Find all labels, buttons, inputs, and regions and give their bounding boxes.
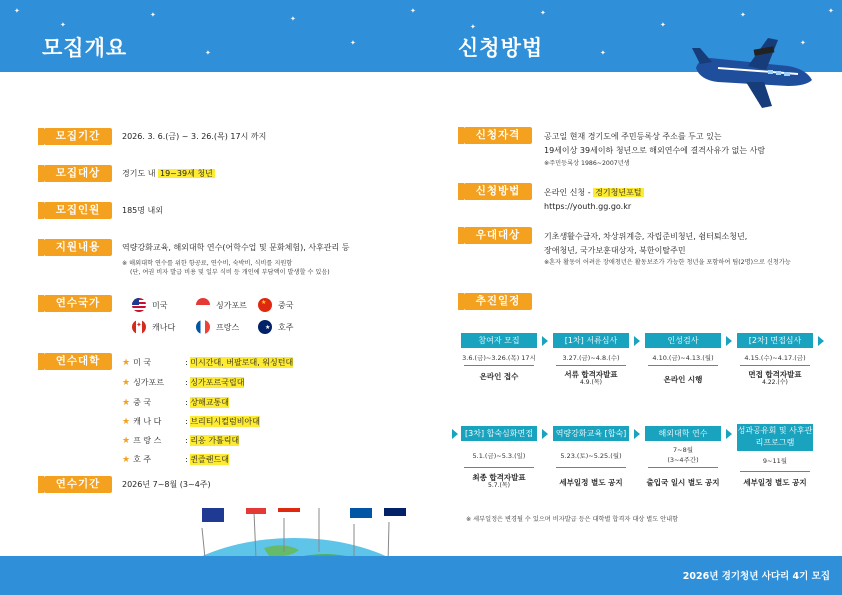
singapore-flag-icon <box>196 298 210 312</box>
divider <box>556 467 626 468</box>
university-row: ★ 미 국 : 미시간대, 버팔로대, 워싱턴대 <box>122 357 294 368</box>
star-icon: ✦ <box>290 15 296 23</box>
country-name: 중국 <box>278 300 294 310</box>
country-china <box>258 298 293 312</box>
country-singapore <box>196 298 247 312</box>
schedule-date-6: 5.23.(토)~5.25.(월) <box>560 452 622 460</box>
university-row: ★ 호 주 : 퀸즐랜드대 <box>122 454 229 465</box>
result-sub: 4.9.(목) <box>580 379 602 387</box>
divider <box>464 365 534 366</box>
result-text: 최종 합격자발표 <box>472 473 526 482</box>
china-flag-icon <box>278 508 300 512</box>
schedule-step-1: 참여자 모집 <box>461 333 537 348</box>
university-name: 싱가포르국립대 <box>190 378 245 387</box>
schedule-step-3: 인성검사 <box>645 333 721 348</box>
university-row: ★ 프 랑 스 : 리옹 가톨릭대 <box>122 435 240 446</box>
country-name: 싱가포르 <box>216 300 247 310</box>
schedule-date-8: 9~11월 <box>762 457 788 465</box>
schedule-date-2: 3.27.(금)~4.8.(수) <box>562 354 620 362</box>
schedule-note: ※ 세부일정은 변경될 수 있으며 비자발급 등은 대학별 합격자 대상 별도 안내함 <box>466 516 679 523</box>
result-text: 서류 합격자발표 <box>564 370 618 379</box>
duration-text: 2026년 7~8월 (3~4주) <box>122 480 211 489</box>
star-icon: ✦ <box>14 7 20 15</box>
arrow-right-icon <box>726 429 732 439</box>
star-icon: ✦ <box>150 11 156 19</box>
method-url-link[interactable]: https://youth.gg.go.kr <box>544 202 632 211</box>
schedule-date-1: 3.6.(금)~3.26.(목) 17시 <box>462 354 536 362</box>
label-period: 모집기간 <box>44 128 112 145</box>
star-icon: ✦ <box>205 49 211 57</box>
result-text: 면접 합격자발표 <box>748 370 802 379</box>
label-preference: 우대대상 <box>464 227 532 244</box>
country-canada <box>132 320 175 334</box>
airplane-icon <box>688 36 818 112</box>
schedule-result-4 <box>732 370 818 387</box>
divider <box>648 467 718 468</box>
country-name: 미국 <box>152 300 168 310</box>
arrow-right-icon <box>542 336 548 346</box>
star-icon: ★ <box>122 454 131 465</box>
support-note-2: (단, 여권 비자 발급 비용 및 일부 식비 등 개인에 부담액이 발생할 수 있음) <box>130 269 330 276</box>
university-country: 호 주 <box>133 455 152 464</box>
label-countries: 연수국가 <box>44 295 112 312</box>
country-usa <box>132 298 167 312</box>
country-france <box>196 320 239 334</box>
country-name: 호주 <box>278 322 294 332</box>
support-note-1: ※ 해외대학 연수를 위한 항공료, 연수비, 숙박비, 식비를 지원함 <box>122 260 293 267</box>
preference-line-1: 기초생활수급자, 차상위계층, 자립준비청년, 쉼터퇴소청년, <box>544 232 748 241</box>
left-page-title: 모집개요 <box>42 36 128 60</box>
star-icon: ★ <box>122 397 131 408</box>
university-row: ★ 싱가포르 : 싱가포르국립대 <box>122 377 245 388</box>
country-name: 캐나다 <box>152 322 176 332</box>
qualification-line-1: 공고일 현재 경기도에 주민등록상 주소를 두고 있는 <box>544 132 722 141</box>
divider <box>464 467 534 468</box>
label-universities: 연수대학 <box>44 353 112 370</box>
schedule-step-2: [1차] 서류심사 <box>553 333 629 348</box>
preference-line-2: 장애청년, 국가보훈대상자, 북한이탈주민 <box>544 246 686 255</box>
star-icon: ★ <box>122 435 131 446</box>
star-icon: ★ <box>122 377 131 388</box>
label-target: 모집대상 <box>44 165 112 182</box>
university-row: ★ 중 국 : 상해교통대 <box>122 397 229 408</box>
label-count: 모집인원 <box>44 202 112 219</box>
target-text <box>122 168 215 179</box>
university-name: 퀸즐랜드대 <box>190 455 229 464</box>
schedule-result-5 <box>456 473 542 490</box>
star-icon: ✦ <box>828 7 834 15</box>
target-highlight: 19~39세 청년 <box>160 169 213 178</box>
label-duration: 연수기간 <box>44 476 112 493</box>
arrow-right-icon <box>726 336 732 346</box>
right-page-title: 신청방법 <box>458 36 544 60</box>
university-country: 싱가포르 <box>133 378 164 387</box>
schedule-step-7: 해외대학 연수 <box>645 426 721 441</box>
schedule-date-7: 7~8월 <box>673 446 693 454</box>
australia-flag-icon: ★ <box>258 320 272 334</box>
star-icon: ✦ <box>470 23 476 31</box>
star-icon: ✦ <box>60 21 66 29</box>
australia-flag-icon <box>384 508 406 516</box>
university-country: 프 랑 스 <box>133 436 162 445</box>
star-icon: ✦ <box>660 21 666 29</box>
result-sub: 5.7.(목) <box>488 482 510 490</box>
target-pre: 경기도 내 <box>122 169 158 178</box>
star-icon: ✦ <box>800 39 806 47</box>
schedule-result-2 <box>548 370 634 387</box>
star-icon: ✦ <box>740 11 746 19</box>
schedule-step-8: 성과공유회 및 사후관리프로그램 <box>737 424 813 451</box>
support-text: 역량강화교육, 해외대학 연수(어학수업 및 문화체험), 사후관리 등 <box>122 243 350 252</box>
usa-flag-icon <box>202 508 224 522</box>
france-flag-icon <box>350 508 372 518</box>
arrow-right-icon <box>452 429 458 439</box>
schedule-date-3: 4.10.(금)~4.13.(월) <box>652 354 714 362</box>
china-flag-icon: ★ <box>258 298 272 312</box>
star-icon: ✦ <box>350 39 356 47</box>
arrow-right-icon <box>634 429 640 439</box>
preference-note: ※혼자 활동이 어려운 장애청년은 활동보조가 가능한 청년을 포함하여 팀(2명)으로 신청가능 <box>544 259 791 266</box>
schedule-date-4: 4.15.(수)~4.17.(금) <box>744 354 806 362</box>
method-text <box>544 187 644 198</box>
label-qualification: 신청자격 <box>464 127 532 144</box>
schedule-result-1: 온라인 접수 <box>479 372 519 381</box>
method-highlight: 경기청년포털 <box>595 188 642 197</box>
divider <box>740 471 810 472</box>
university-name: 리옹 가톨릭대 <box>190 436 240 445</box>
divider <box>648 365 718 366</box>
university-country: 캐 나 다 <box>133 417 162 426</box>
france-flag-icon <box>196 320 210 334</box>
divider <box>740 365 810 366</box>
country-australia <box>258 320 293 334</box>
qualification-line-2: 19세이상 39세이하 청년으로 해외연수에 결격사유가 없는 사람 <box>544 146 766 155</box>
schedule-result-8: 세부일정 별도 공지 <box>743 478 807 487</box>
schedule-date-5: 5.1.(금)~5.3.(일) <box>472 452 526 460</box>
divider <box>556 365 626 366</box>
star-icon: ✦ <box>600 49 606 57</box>
usa-flag-icon <box>132 298 146 312</box>
singapore-flag-icon <box>246 508 266 514</box>
footer-text: 2026년 경기청년 사다리 4기 모집 <box>682 571 830 582</box>
university-row: ★ 캐 나 다 : 브리티시컬럼비아대 <box>122 416 260 427</box>
country-name: 프랑스 <box>216 322 240 332</box>
period-text: 2026. 3. 6.(금) ~ 3. 26.(목) 17시 까지 <box>122 132 267 141</box>
method-pre: 온라인 신청 - <box>544 188 594 197</box>
star-icon: ✦ <box>410 7 416 15</box>
label-schedule: 추진일정 <box>464 293 532 310</box>
university-country: 미 국 <box>133 358 152 367</box>
result-sub: 4.22.(수) <box>762 379 788 387</box>
arrow-right-icon <box>818 336 824 346</box>
canada-flag-icon: ✦ <box>132 320 146 334</box>
schedule-step-6: 역량강화교육 [합숙] <box>553 426 629 441</box>
label-support: 지원내용 <box>44 239 112 256</box>
star-icon: ✦ <box>540 9 546 17</box>
university-name: 미시간대, 버팔로대, 워싱턴대 <box>190 358 294 367</box>
schedule-result-7: 출입국 일시 별도 공지 <box>646 478 720 487</box>
schedule-result-6: 세부일정 별도 공지 <box>559 478 623 487</box>
label-method: 신청방법 <box>464 183 532 200</box>
star-icon: ★ <box>122 357 131 368</box>
arrow-right-icon <box>634 336 640 346</box>
university-name: 상해교통대 <box>190 398 229 407</box>
schedule-step-4: [2차] 면접심사 <box>737 333 813 348</box>
count-text: 185명 내외 <box>122 206 163 215</box>
university-country: 중 국 <box>133 398 152 407</box>
schedule-date-7b: (3~4주간) <box>667 456 699 464</box>
arrow-right-icon <box>542 429 548 439</box>
star-icon: ★ <box>122 416 131 427</box>
schedule-step-5: [3차] 합숙심화면접 <box>461 426 537 441</box>
schedule-result-3: 온라인 시행 <box>663 375 703 384</box>
university-name: 브리티시컬럼비아대 <box>190 417 260 426</box>
qualification-note: ※주민등록상 1986~2007년생 <box>544 160 630 167</box>
